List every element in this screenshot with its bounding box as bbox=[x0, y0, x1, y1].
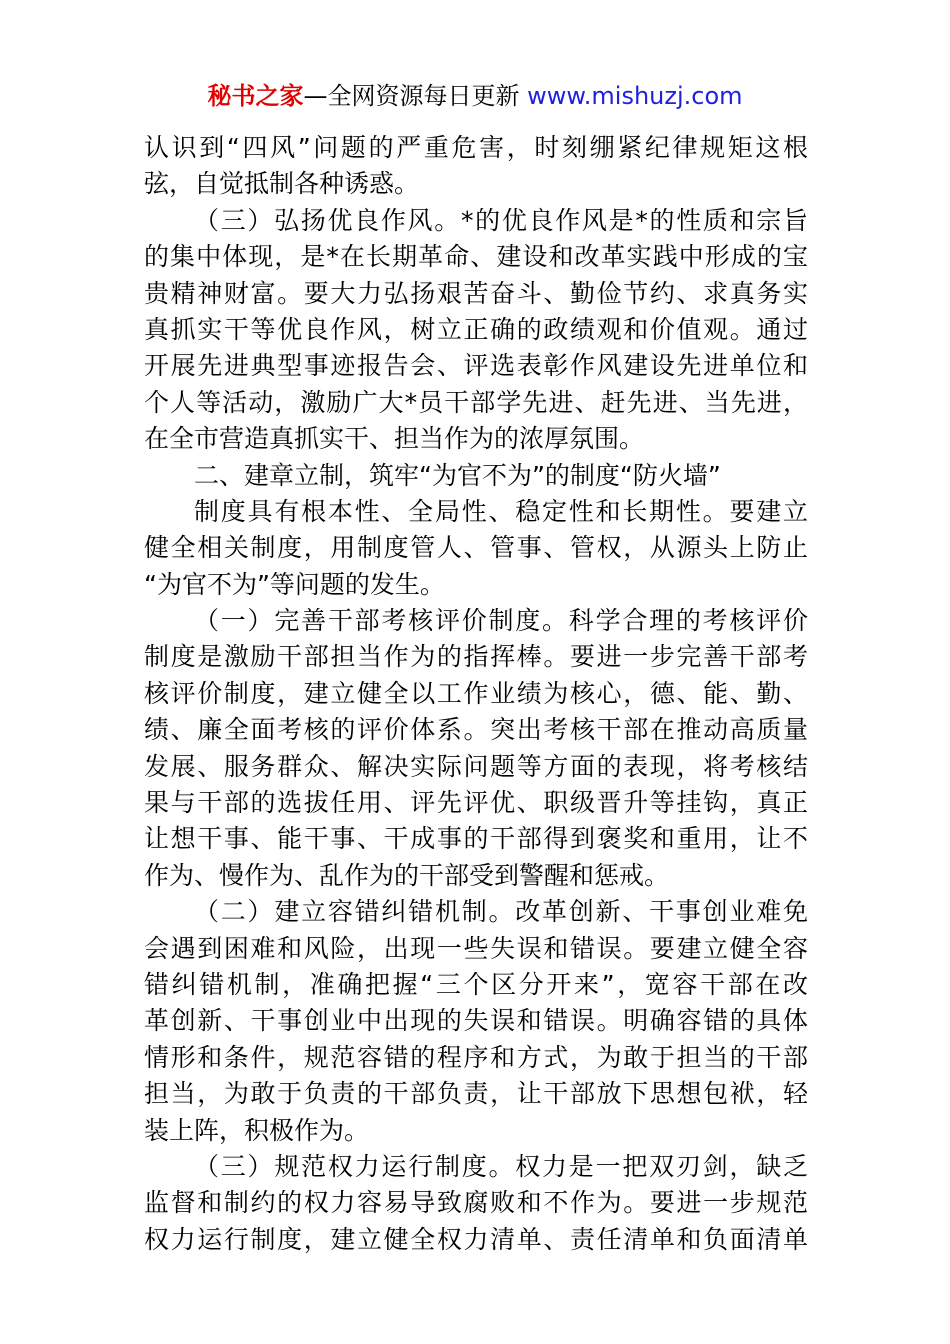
text-line: 装上阵，积极作为。 bbox=[144, 1115, 370, 1145]
text-line: 开展先进典型事迹报告会、评选表彰作风建设先进单位和 bbox=[144, 351, 808, 381]
text-line: 作为、慢作为、乱作为的干部受到警醒和惩戒。 bbox=[144, 860, 670, 890]
section-heading: （三）规范权力运行制度。权力是一把双刃剑，缺乏 bbox=[194, 1151, 808, 1181]
text-line: 制度具有根本性、全局性、稳定性和长期性。要建立 bbox=[194, 496, 808, 526]
section-heading: （三）弘扬优良作风。*的优良作风是*的性质和宗旨 bbox=[194, 205, 808, 235]
text-line: 绩、廉全面考核的评价体系。突出考核干部在推动高质量 bbox=[144, 715, 808, 745]
text-line: 真抓实干等优良作风，树立正确的政绩观和价值观。通过 bbox=[144, 314, 808, 344]
text-line: 担当，为敢于负责的干部负责，让干部放下思想包袱，轻 bbox=[144, 1079, 808, 1109]
text-line: 在全市营造真抓实干、担当作为的浓厚氛围。 bbox=[144, 424, 645, 454]
text-line: 情形和条件，规范容错的程序和方式，为敢于担当的干部 bbox=[144, 1042, 808, 1072]
section-heading: （一）完善干部考核评价制度。科学合理的考核评价 bbox=[194, 606, 808, 636]
section-heading: （二）建立容错纠错机制。改革创新、干事创业难免 bbox=[194, 897, 808, 927]
text-line: 核评价制度，建立健全以工作业绩为核心，德、能、勤、 bbox=[144, 678, 808, 708]
text-line: 发展、服务群众、解决实际问题等方面的表现，将考核结 bbox=[144, 751, 808, 781]
text-line: 的集中体现，是*在长期革命、建设和改革实践中形成的宝 bbox=[144, 242, 808, 272]
chapter-heading: 二、建章立制，筑牢“为官不为”的制度“防火墙” bbox=[194, 460, 721, 490]
site-brand: 秘书之家 bbox=[207, 82, 304, 110]
text-line: 会遇到困难和风险，出现一些失误和错误。要建立健全容 bbox=[144, 933, 808, 963]
site-slogan: —全网资源每日更新 bbox=[303, 82, 520, 110]
text-line: 健全相关制度，用制度管人、管事、管权，从源头上防止 bbox=[144, 533, 808, 563]
document-body bbox=[144, 130, 808, 1258]
text-line: 制度是激励干部担当作为的指挥棒。要进一步完善干部考 bbox=[144, 642, 808, 672]
text-line: 革创新、干事创业中出现的失误和错误。明确容错的具体 bbox=[144, 1006, 808, 1036]
text-line: 个人等活动，激励广大*员干部学先进、赶先进、当先进， bbox=[144, 387, 808, 417]
text-line: 认识到“四风”问题的严重危害，时刻绷紧纪律规矩这根 bbox=[144, 133, 808, 162]
text-line: 贵精神财富。要大力弘扬艰苦奋斗、勤俭节约、求真务实 bbox=[144, 278, 808, 308]
text-line: 错纠错机制，准确把握“三个区分开来”，宽容干部在改 bbox=[144, 969, 808, 999]
text-line: 弦，自觉抵制各种诱惑。 bbox=[144, 169, 420, 199]
text-line: “为官不为”等问题的发生。 bbox=[144, 569, 445, 599]
page-header bbox=[0, 80, 950, 112]
text-line: 权力运行制度，建立健全权力清单、责任清单和负面清单 bbox=[144, 1224, 808, 1254]
text-line: 让想干事、能干事、干成事的干部得到褒奖和重用，让不 bbox=[144, 824, 808, 854]
text-line: 监督和制约的权力容易导致腐败和不作为。要进一步规范 bbox=[144, 1188, 808, 1218]
text-line: 果与干部的选拔任用、评先评优、职级晋升等挂钩，真正 bbox=[144, 788, 808, 818]
site-url: www.mishuzj.com bbox=[527, 82, 743, 110]
